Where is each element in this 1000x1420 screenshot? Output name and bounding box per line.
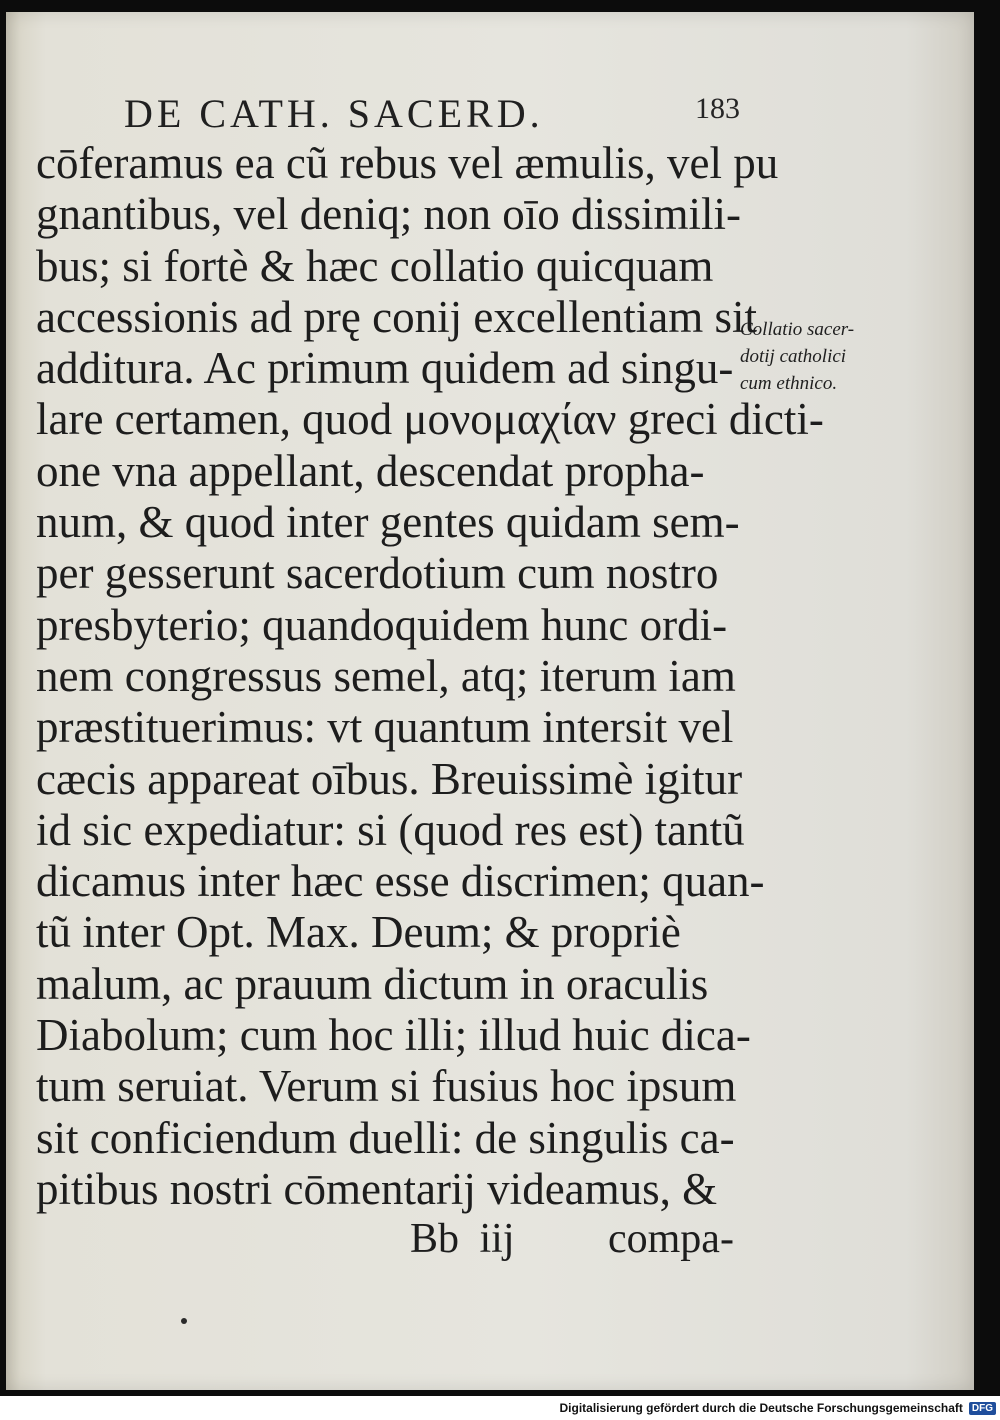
text-line: per gesserunt sacerdotium cum nostro: [36, 548, 719, 599]
text-line: lare certamen, quod μονομαχίαν greci dicti-: [36, 394, 824, 445]
text-line: præstituerimus: vt quantum intersit vel: [36, 702, 734, 753]
digitization-footer: [559, 1398, 996, 1418]
text-line: id sic expediatur: si (quod res est) tantũ: [36, 804, 745, 855]
funding-credit: Digitalisierung gefördert durch die Deutsche Forschungsgemeinschaft: [559, 1401, 963, 1415]
book-page: [6, 12, 974, 1390]
marginal-note-line: dotij catholici: [740, 346, 847, 367]
text-line: dicamus inter hæc esse discrimen; quan-: [36, 856, 765, 907]
text-line: pitibus nostri cōmentarij videamus, &: [36, 1163, 718, 1214]
text-line: num, & quod inter gentes quidam sem-: [36, 497, 740, 548]
text-line: accessionis ad prę conij excellentiam sit: [36, 291, 757, 342]
marginal-note-line: cum ethnico.: [740, 373, 838, 394]
text-line: presbyterio; quandoquidem hunc ordi-: [36, 599, 728, 650]
page-header: [124, 90, 744, 140]
text-line: malum, ac prauum dictum in oraculis: [36, 958, 709, 1009]
text-line: tum seruiat. Verum si fusius hoc ipsum: [36, 1061, 737, 1112]
ink-spot: [181, 1318, 187, 1324]
page-number: 183: [695, 92, 740, 125]
catchword: compa-: [608, 1216, 734, 1262]
text-line: gnantibus, vel deniq; non oīo dissimili-: [36, 189, 741, 240]
text-line: cæcis appareat oībus. Breuissimè igitur: [36, 753, 743, 804]
marginal-note-line: Collatio sacer-: [740, 319, 855, 340]
text-line: one vna appellant, descendat propha-: [36, 445, 705, 496]
text-line: sit conficiendum duelli: de singulis ca-: [36, 1112, 735, 1163]
text-line: additura. Ac primum quidem ad singu-: [36, 343, 734, 394]
text-line: nem congressus semel, atq; iterum iam: [36, 650, 736, 701]
text-line: Diabolum; cum hoc illi; illud huic dica-: [36, 1010, 751, 1061]
signature-mark: Bb iij: [410, 1216, 515, 1262]
text-line: bus; si fortè & hæc collatio quicquam: [36, 240, 714, 291]
marginal-note: [740, 316, 880, 397]
dfg-logo-icon: DFG: [969, 1402, 996, 1415]
running-title: DE CATH. SACERD.: [124, 91, 544, 136]
text-line: cōferamus ea cũ rebus vel æmulis, vel pu: [36, 138, 779, 188]
text-line: tũ inter Opt. Max. Deum; & propriè: [36, 907, 681, 958]
